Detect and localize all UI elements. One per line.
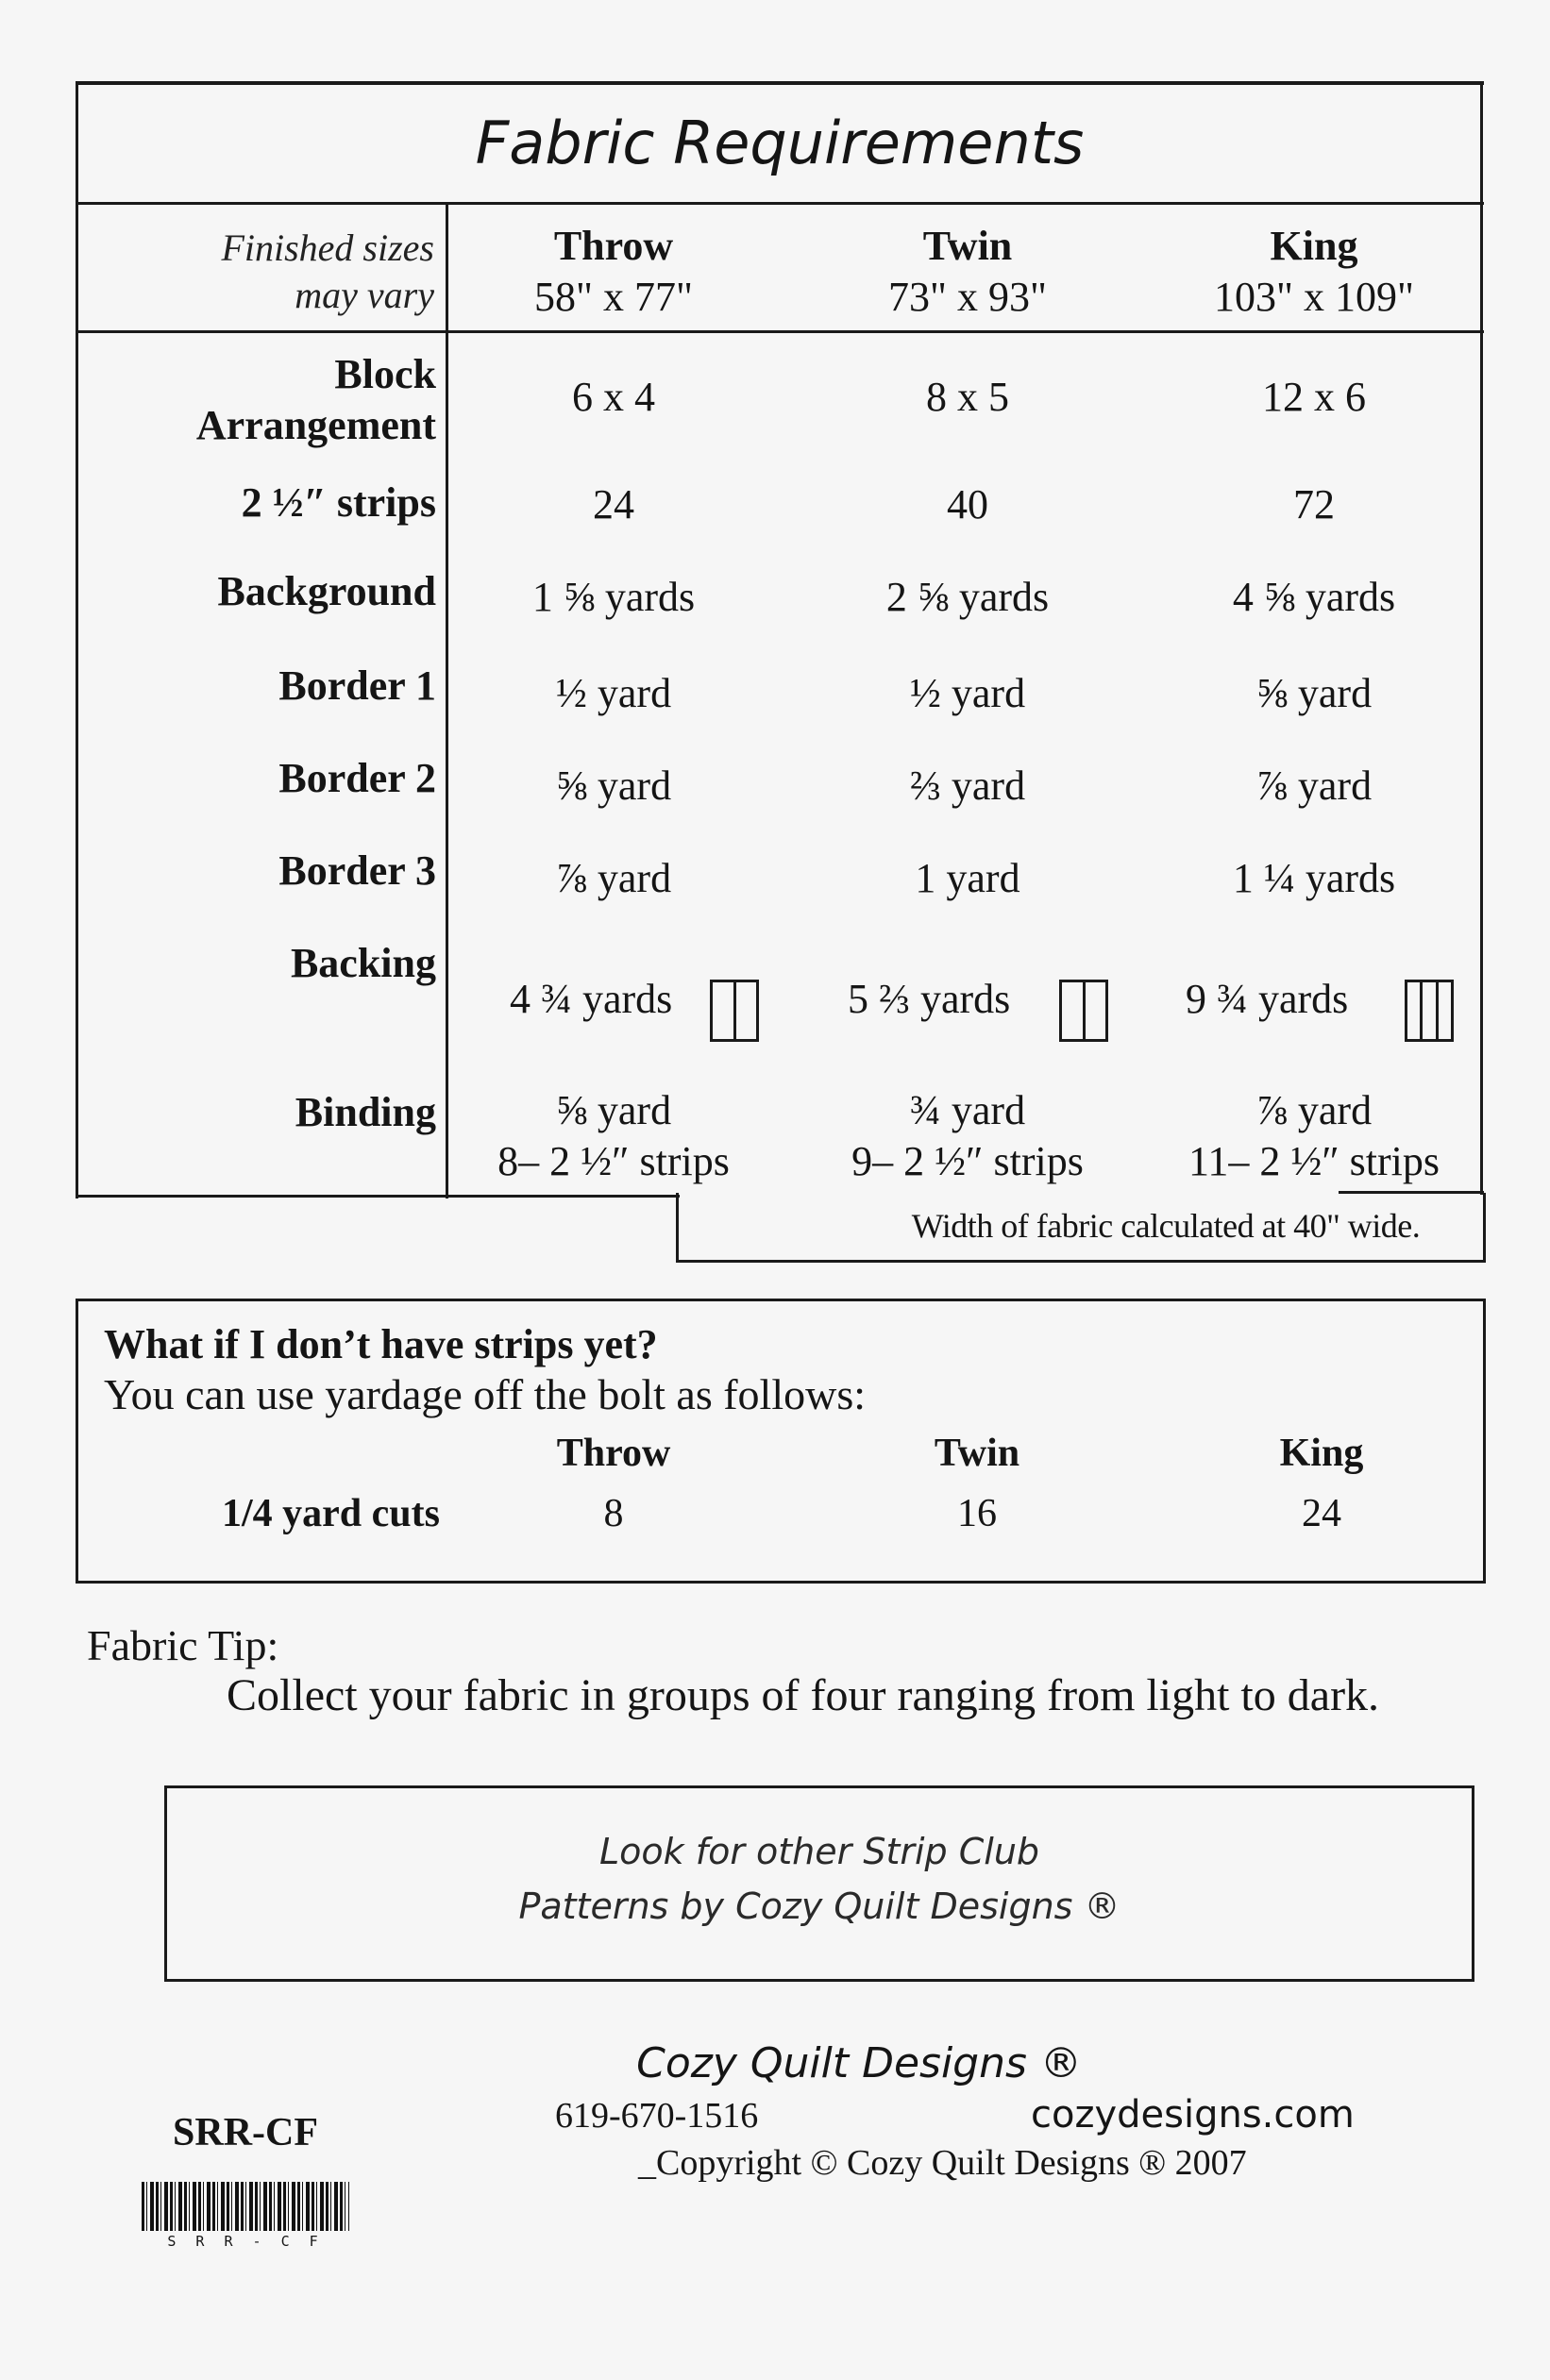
fabric-tip-text: Collect your fabric in groups of four ranging from light to dark. <box>227 1670 1380 1720</box>
quilt-seam-2-panel-icon <box>1059 980 1108 1042</box>
table-header-divider <box>76 330 1484 333</box>
cell-border3-throw: ⅞ yard <box>555 855 672 901</box>
strips-value-twin: 16 <box>957 1492 997 1535</box>
promo-line-1: Look for other Strip Club <box>598 1831 1040 1872</box>
cell-border1-king: ⅝ yard <box>1255 670 1373 716</box>
column-king-header: King 103" x 109" <box>1214 223 1414 320</box>
table-border-top <box>76 81 1484 85</box>
cell-border1-throw: ½ yard <box>555 670 672 716</box>
strips-column-twin: Twin <box>934 1432 1020 1475</box>
cell-binding-king: ⅞ yard 11– 2 ½″ strips <box>1188 1087 1440 1184</box>
row-label-background: Background <box>217 568 436 614</box>
finished-sizes-note: Finished sizes may vary <box>221 226 434 316</box>
row-label-border-3: Border 3 <box>278 847 436 894</box>
product-sku: SRR-CF <box>173 2111 318 2154</box>
barcode <box>142 2182 349 2231</box>
cell-binding-twin: ¾ yard 9– 2 ½″ strips <box>851 1087 1084 1184</box>
table-border-left <box>76 81 78 1198</box>
table-title-divider <box>76 202 1484 205</box>
cell-backing-king: 9 ¾ yards <box>1186 976 1349 1022</box>
row-label-strips: 2 ½″ strips <box>241 479 436 526</box>
cell-strips-king: 72 <box>1293 481 1335 528</box>
width-note: Width of fabric calculated at 40" wide. <box>911 1207 1421 1245</box>
cell-block-throw: 6 x 4 <box>572 374 655 420</box>
quilt-seam-2-panel-icon <box>710 980 759 1042</box>
strips-column-king: King <box>1279 1432 1364 1475</box>
cell-border3-twin: 1 yard <box>915 855 1020 901</box>
footer-brand: Cozy Quilt Designs ® <box>636 2039 1082 2087</box>
cell-border2-king: ⅞ yard <box>1255 763 1373 809</box>
quilt-seam-3-panel-icon <box>1405 980 1454 1042</box>
width-note-box <box>676 1193 1486 1263</box>
footer-website: cozydesigns.com <box>1031 2093 1355 2137</box>
fabric-tip-label: Fabric Tip: <box>87 1621 279 1669</box>
cell-strips-twin: 40 <box>947 481 988 528</box>
strips-row-label: 1/4 yard cuts <box>222 1492 440 1535</box>
cell-background-throw: 1 ⅝ yards <box>531 574 696 620</box>
strips-value-king: 24 <box>1302 1492 1341 1535</box>
strips-answer: You can use yardage off the bolt as follows: <box>104 1370 866 1418</box>
cell-block-king: 12 x 6 <box>1262 374 1366 420</box>
row-label-binding: Binding <box>295 1089 436 1135</box>
row-label-block-arrangement: Block Arrangement <box>195 351 436 448</box>
strips-question: What if I don’t have strips yet? <box>104 1321 658 1367</box>
strips-column-throw: Throw <box>556 1432 671 1475</box>
cell-border2-throw: ⅝ yard <box>555 763 672 809</box>
cell-background-twin: 2 ⅝ yards <box>885 574 1050 620</box>
cell-background-king: 4 ⅝ yards <box>1232 574 1396 620</box>
row-label-border-1: Border 1 <box>278 662 436 709</box>
cell-border2-twin: ⅔ yard <box>909 763 1026 809</box>
table-border-bottom <box>76 1195 680 1198</box>
cell-border1-twin: ½ yard <box>909 670 1026 716</box>
cell-block-twin: 8 x 5 <box>926 374 1009 420</box>
row-label-border-2: Border 2 <box>278 755 436 801</box>
column-twin-header: Twin 73" x 93" <box>888 223 1047 320</box>
cell-backing-twin: 5 ⅔ yards <box>848 976 1011 1022</box>
cell-strips-throw: 24 <box>593 481 634 528</box>
footer-copyright: _Copyright © Cozy Quilt Designs ® 2007 <box>638 2143 1247 2183</box>
cell-binding-throw: ⅝ yard 8– 2 ½″ strips <box>497 1087 730 1184</box>
column-throw-header: Throw 58" x 77" <box>534 223 693 320</box>
barcode-text: S R R - C F <box>167 2233 324 2250</box>
strips-value-throw: 8 <box>603 1492 624 1535</box>
cell-backing-throw: 4 ¾ yards <box>510 976 673 1022</box>
footer-phone: 619-670-1516 <box>555 2096 759 2136</box>
cell-border3-king: 1 ¼ yards <box>1232 855 1396 901</box>
row-label-backing: Backing <box>290 940 436 986</box>
promo-line-2: Patterns by Cozy Quilt Designs ® <box>518 1886 1120 1927</box>
page-title: Fabric Requirements <box>475 109 1085 177</box>
